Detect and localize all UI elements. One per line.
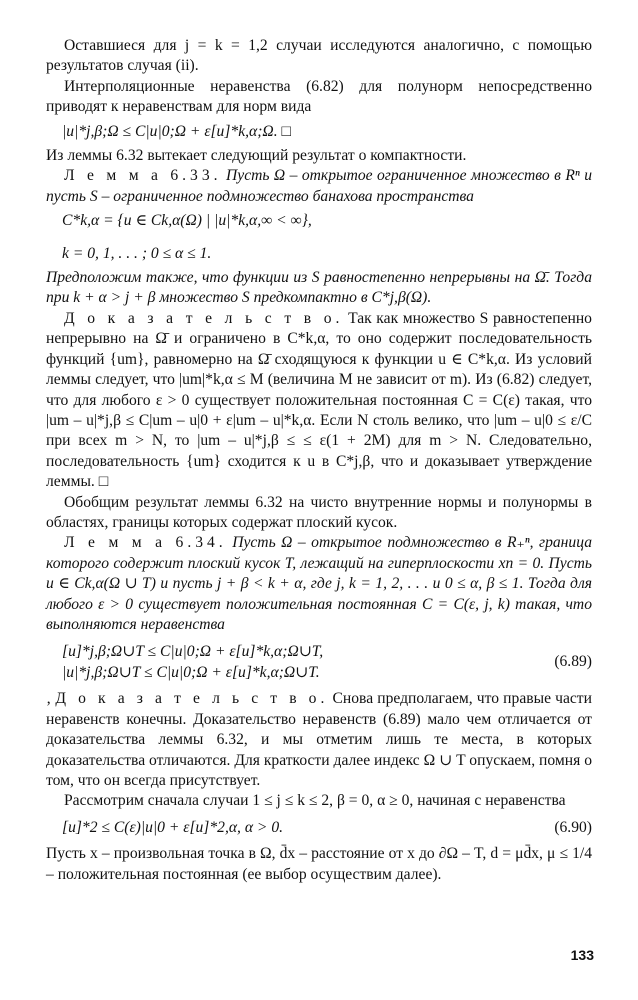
lemma-6-33-continuation: Предположим также, что функции из S равностепенно непрерывны на Ω̄. Тогда при k + α > j + β множество S предкомпактно в C*j,β(Ω). bbox=[46, 269, 592, 307]
paragraph-interpolation: Интерполяционные неравенства (6.82) для полунорм непосредственно приводят к неравенствам для норм вида bbox=[46, 77, 592, 116]
equation-6-90 bbox=[46, 818, 592, 838]
proof-body-2: Снова предполагаем, что правые части неравенств конечны. Доказательство неравенств (6.89) мало чем отличается от доказательства леммы 6.32, и мы отметим лишь те места, в которых доказательства отличаются. Для краткости далее индекс Ω ∪ T опускаем, помня о том, что он всегда присутствует. bbox=[46, 690, 592, 789]
lemma-6-34 bbox=[46, 533, 592, 635]
lemma-6-34-statement: Пусть Ω – открытое подмножество в R₊ⁿ, граница которого содержит плоский кусок T, лежащий на гиперплоскости xn = 0. Пусть u ∈ Ck,α(Ω ∪ T) и пусть j + β < k + α, где j, k = 1, 2, . . . и 0 ≤ α, β ≤ 1. Тогда для любого ε > 0 существует положительная постоянная C = C(ε, j, k) такая, что выполняются неравенства bbox=[46, 534, 592, 633]
paragraph-generalize: Обобщим результат леммы 6.32 на чисто внутренние нормы и полунормы в областях, границы которых содержат плоский кусок. bbox=[46, 493, 592, 531]
lemma-6-33-statement: Пусть Ω – открытое ограниченное множество в Rⁿ и пусть S – ограниченное подмножество банахова пространства bbox=[46, 167, 592, 205]
lemma-6-33 bbox=[46, 166, 592, 207]
equation-norm-inequality: |u|*j,β;Ω ≤ C|u|0;Ω + ε[u]*k,α;Ω. □ bbox=[62, 122, 291, 140]
equation-number-6-90: (6.90) bbox=[554, 818, 592, 836]
stray-mark: ‚ bbox=[46, 690, 52, 708]
lemma-6-33-heading: Л е м м а 6.33. bbox=[64, 167, 222, 185]
proof-body: Так как множество S равностепенно непрерывно на Ω̄ и ограничено в C*k,α, то оно содержит последовательность функций {um}, равномерно на Ω̄ сходящуюся к функции u ∈ C*k,α. Из условий леммы следует, что |um|*k,α ≤ M (величина M не зависит от m). Из (6.82) следует, что для любого ε > 0 существует положительная постоянная C = C(ε) такая, что |um – u|*j,β ≤ C|um – u|0 + ε|um – u|*k,α. Если N столь велико, что |um – u|0 ≤ ε/C при всех m > N, то |um – u|*j,β ≤ ≤ ε(1 + 2M) для m > N. Следовательно, последовательность {um} сходится к u в C*j,β, что и доказывает утверждение леммы. □ bbox=[46, 309, 592, 491]
proof-lemma-6-33 bbox=[46, 309, 592, 493]
equation-banach-space: C*k,α = {u ∈ Ck,α(Ω) | |u|*k,α,∞ < ∞}, bbox=[62, 212, 312, 230]
paragraph-cases: Рассмотрим сначала случаи 1 ≤ j ≤ k ≤ 2, β = 0, α ≥ 0, начиная с неравенства bbox=[64, 792, 566, 810]
paragraph-point-x: Пусть x – произвольная точка в Ω, d̄x – расстояние от x до ∂Ω – T, d = μd̄x, μ ≤ 1/4 – положительная постоянная (ее выбор осуществим далее). bbox=[46, 845, 592, 883]
proof-heading-2: Д о к а з а т е л ь с т в о. bbox=[55, 690, 329, 708]
paragraph-compactness-intro: Из леммы 6.32 вытекает следующий результат о компактности. bbox=[46, 147, 467, 165]
proof-heading: Д о к а з а т е л ь с т в о. bbox=[64, 309, 344, 327]
paragraph-remaining-cases: Оставшиеся для j = k = 1,2 случаи исследуются аналогично, с помощью результатов случая (ii). bbox=[46, 37, 592, 75]
lemma-6-34-heading: Л е м м а 6.34. bbox=[64, 534, 227, 552]
equation-6-89 bbox=[46, 641, 592, 683]
equation-number-6-89: (6.89) bbox=[554, 653, 592, 671]
equation-6-89-line-1: [u]*j,β;Ω∪T ≤ C|u|0;Ω + ε[u]*k,α;Ω∪T, bbox=[62, 643, 324, 661]
equation-6-89-line-2: |u|*j,β;Ω∪T ≤ C|u|0;Ω + ε[u]*k,α;Ω∪T. bbox=[62, 664, 320, 682]
equation-6-90-body: [u]*2 ≤ C(ε)|u|0 + ε[u]*2,α, α > 0. bbox=[62, 818, 284, 836]
equation-index-range: k = 0, 1, . . . ; 0 ≤ α ≤ 1. bbox=[62, 244, 212, 262]
page-number: 133 bbox=[570, 947, 594, 963]
proof-lemma-6-34 bbox=[46, 689, 592, 791]
